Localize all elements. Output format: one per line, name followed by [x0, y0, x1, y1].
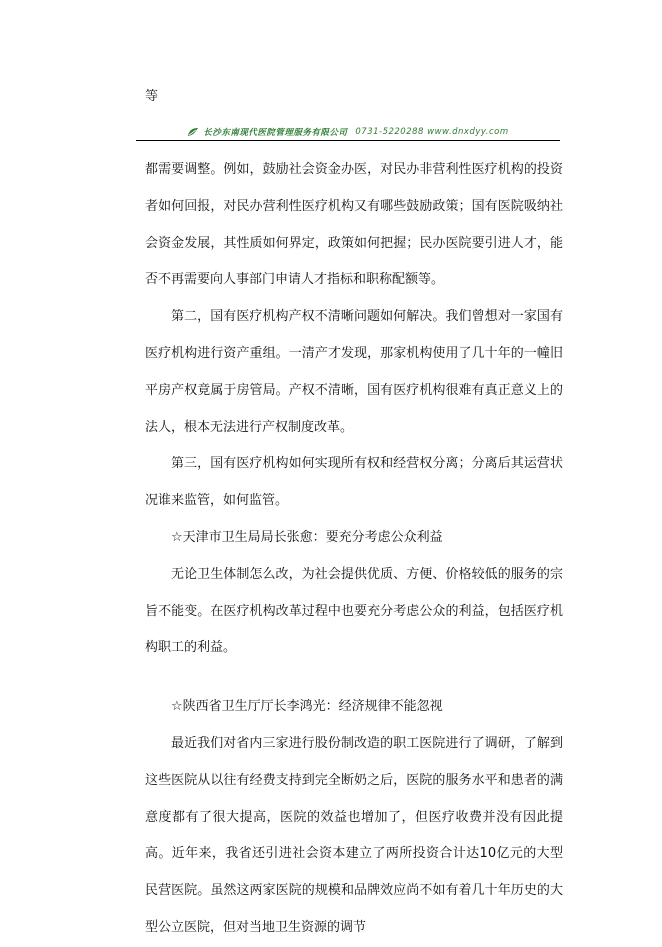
- company-logo-icon: [187, 127, 199, 137]
- header-divider: [136, 140, 560, 141]
- paragraph-point-three: 第三，国有医疗机构如何实现所有权和经营权分离；分离后其运营状况谁来监管，如何监管。: [145, 456, 563, 509]
- paragraph-continuation: 都需要调整。例如，鼓励社会资金办医，对民办非营利性医疗机构的投资者如何回报，对民办营利性医疗机构又有哪些鼓励政策；国有医院吸纳社会资金发展，其性质如何界定，政策如何把握；民办医院要引进人才，能否不再需要向人事部门申请人才指标和职称配额等。: [145, 162, 563, 288]
- section-heading-tianjin: ☆天津市卫生局局长张愈：要充分考虑公众利益: [171, 529, 443, 545]
- page-header: [136, 124, 560, 140]
- previous-page-fragment: 等: [145, 89, 159, 104]
- paragraph-point-two: 第二，国有医疗机构产权不清晰问题如何解决。我们曾想对一家国有医疗机构进行资产重组。一清产才发现，那家机构使用了几十年的一幢旧平房产权竟属于房管局。产权不清晰，国有医疗机构很难有真正意义上的法人，根本无法进行产权制度改革。: [145, 309, 563, 435]
- paragraph-tianjin: 无论卫生体制怎么改，为社会提供优质、方便、价格较低的服务的宗旨不能变。在医疗机构改革过程中也要充分考虑公众的利益，包括医疗机构职工的利益。: [145, 566, 563, 656]
- section-heading-shaanxi: ☆陕西省卫生厅厅长李鸿光：经济规律不能忽视: [171, 699, 443, 715]
- document-body: [145, 152, 563, 947]
- header-company-name: 长沙东南现代医院管理服务有限公司: [203, 128, 348, 138]
- header-contact: 0731-5220288 www.dnxdyy.com: [355, 127, 509, 137]
- paragraph-shaanxi: 最近我们对省内三家进行股份制改造的职工医院进行了调研，了解到这些医院从以往有经费支持到完全断奶之后，医院的服务水平和患者的满意度都有了很大提高，医院的效益也增加了，但医疗收费并没有因此提高。近年来，我省还引进社会资本建立了两所投资合计达10亿元的大型民营医院。虽然这两家医院的规模和品牌效应尚不如有着几十年历史的大型公立医院，但对当地卫生资源的调节: [145, 735, 563, 935]
